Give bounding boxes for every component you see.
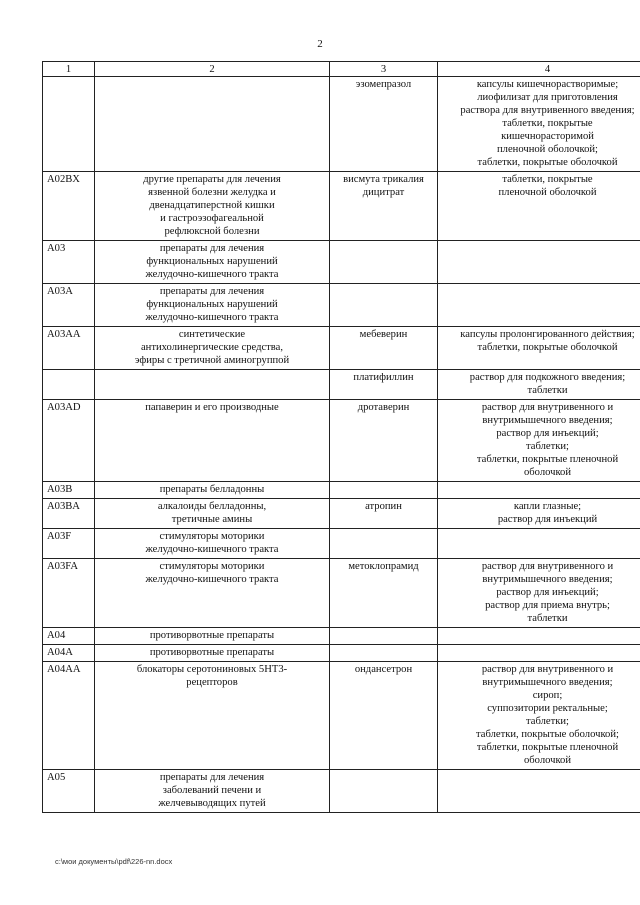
dosage-form-cell: капли глазные; раствор для инъекций — [438, 499, 640, 529]
group-name-cell: препараты для лечения функциональных нарушений желудочно-кишечного тракта — [95, 241, 330, 284]
dosage-form-cell — [438, 770, 640, 813]
group-name-cell — [95, 370, 330, 400]
table-body — [43, 77, 640, 813]
drug-name-cell: эзомепразол — [330, 77, 438, 172]
table-row — [43, 400, 640, 482]
table-row — [43, 499, 640, 529]
footer-file-path: c:\мои документы\pdf\226-nn.docx — [55, 857, 173, 866]
atc-code-cell: A03BA — [43, 499, 95, 529]
page-number: 2 — [317, 38, 323, 50]
column-header-1: 1 — [43, 62, 95, 77]
table-row — [43, 77, 640, 172]
table-row — [43, 645, 640, 662]
dosage-form-cell — [438, 284, 640, 327]
atc-code-cell: A03AA — [43, 327, 95, 370]
table-row — [43, 529, 640, 559]
atc-code-cell: A03A — [43, 284, 95, 327]
group-name-cell: папаверин и его производные — [95, 400, 330, 482]
table-row — [43, 662, 640, 770]
drug-name-cell: метоклопрамид — [330, 559, 438, 628]
atc-code-cell: A03 — [43, 241, 95, 284]
table-row — [43, 628, 640, 645]
group-name-cell: препараты белладонны — [95, 482, 330, 499]
atc-code-cell — [43, 370, 95, 400]
dosage-form-cell — [438, 482, 640, 499]
drug-name-cell: ондансетрон — [330, 662, 438, 770]
dosage-form-cell — [438, 241, 640, 284]
dosage-form-cell: раствор для внутривенного и внутримышечного введения; раствор для инъекций; раствор для приема внутрь; таблетки — [438, 559, 640, 628]
dosage-form-cell: раствор для внутривенного и внутримышечного введения; сироп; суппозитории ректальные; таблетки; таблетки, покрытые оболочкой; таблетки, покрытые пленочной оболочкой — [438, 662, 640, 770]
table-row — [43, 327, 640, 370]
table-row — [43, 241, 640, 284]
group-name-cell: синтетические антихолинергические средства, эфиры с третичной аминогруппой — [95, 327, 330, 370]
atc-code-cell: A04 — [43, 628, 95, 645]
drug-name-cell — [330, 241, 438, 284]
table-header-row — [43, 62, 640, 77]
table-row — [43, 284, 640, 327]
atc-code-cell: A03B — [43, 482, 95, 499]
drug-name-cell — [330, 645, 438, 662]
atc-code-cell — [43, 77, 95, 172]
drug-name-cell — [330, 628, 438, 645]
atc-code-cell: A04AA — [43, 662, 95, 770]
drug-name-cell — [330, 284, 438, 327]
dosage-form-cell: капсулы кишечнорастворимые; лиофилизат для приготовления раствора для внутривенного введения; таблетки, покрытые кишечнорасторимой пленочной оболочкой; таблетки, покрытые оболочкой — [438, 77, 640, 172]
column-header-2: 2 — [95, 62, 330, 77]
drug-name-cell: дротаверин — [330, 400, 438, 482]
atc-code-cell: A03AD — [43, 400, 95, 482]
group-name-cell: блокаторы серотониновых 5HT3- рецепторов — [95, 662, 330, 770]
group-name-cell: стимуляторы моторики желудочно-кишечного тракта — [95, 529, 330, 559]
group-name-cell — [95, 77, 330, 172]
drug-name-cell — [330, 770, 438, 813]
dosage-form-cell — [438, 628, 640, 645]
table-row — [43, 559, 640, 628]
dosage-form-cell: таблетки, покрытые пленочной оболочкой — [438, 172, 640, 241]
drug-name-cell: мебеверин — [330, 327, 438, 370]
atc-code-cell: A03F — [43, 529, 95, 559]
group-name-cell: препараты для лечения функциональных нарушений желудочно-кишечного тракта — [95, 284, 330, 327]
table-row — [43, 172, 640, 241]
dosage-form-cell: раствор для внутривенного и внутримышечного введения; раствор для инъекций; таблетки; таблетки, покрытые пленочной оболочкой — [438, 400, 640, 482]
drug-name-cell — [330, 482, 438, 499]
dosage-form-cell — [438, 645, 640, 662]
atc-code-cell: A05 — [43, 770, 95, 813]
atc-code-cell: A03FA — [43, 559, 95, 628]
table-row — [43, 770, 640, 813]
group-name-cell: алкалоиды белладонны, третичные амины — [95, 499, 330, 529]
group-name-cell: другие препараты для лечения язвенной болезни желудка и двенадцатиперстной кишки и гастроэзофагеальной рефлюксной болезни — [95, 172, 330, 241]
dosage-form-cell: капсулы пролонгированного действия; таблетки, покрытые оболочкой — [438, 327, 640, 370]
drug-name-cell: висмута трикалия дицитрат — [330, 172, 438, 241]
atc-code-cell: A02BX — [43, 172, 95, 241]
group-name-cell: препараты для лечения заболеваний печени и желчевыводящих путей — [95, 770, 330, 813]
drug-name-cell — [330, 529, 438, 559]
table-row — [43, 370, 640, 400]
drug-classification-table — [42, 61, 640, 813]
group-name-cell: противорвотные препараты — [95, 628, 330, 645]
atc-code-cell: A04A — [43, 645, 95, 662]
group-name-cell: противорвотные препараты — [95, 645, 330, 662]
table-row — [43, 482, 640, 499]
dosage-form-cell: раствор для подкожного введения; таблетки — [438, 370, 640, 400]
column-header-4: 4 — [438, 62, 640, 77]
drug-name-cell: атропин — [330, 499, 438, 529]
group-name-cell: стимуляторы моторики желудочно-кишечного тракта — [95, 559, 330, 628]
drug-name-cell: платифиллин — [330, 370, 438, 400]
dosage-form-cell — [438, 529, 640, 559]
column-header-3: 3 — [330, 62, 438, 77]
